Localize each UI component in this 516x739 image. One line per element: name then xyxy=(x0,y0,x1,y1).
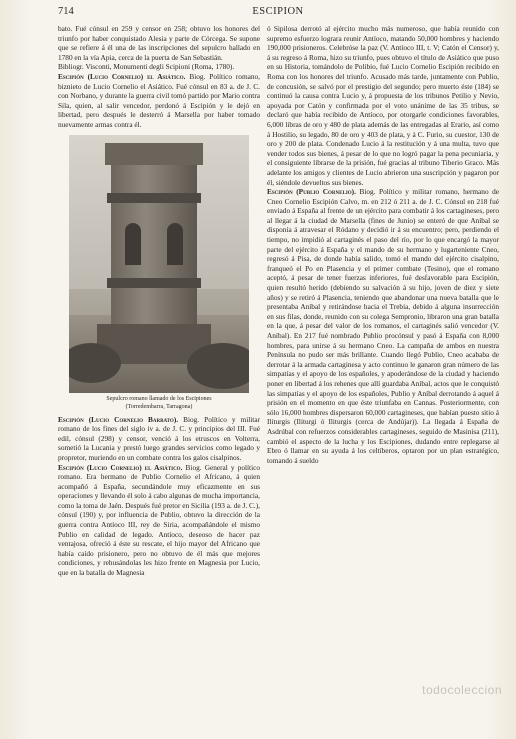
left-column xyxy=(58,24,260,704)
right-column xyxy=(267,24,499,704)
entry-text: bato. Fué cónsul en 259 y censor en 258; obtuvo los honores del triunfo por haber conquistado Alesia y parte de Córcega. Se supone que se refiere á él una de las inscripciones del sepulcro hallado en 1780 en la vía Apia, cerca de la puerta de San Sebastián. xyxy=(58,24,260,62)
bibliography-text: Bibliogr. Visconti, Monumenti degli Scipioni (Roma, 1780). xyxy=(58,62,235,72)
entry-paragraph xyxy=(58,72,260,130)
tomb-photograph xyxy=(69,135,249,393)
entry-heading: Escipión (Lucio Cornelio) el Asiático. xyxy=(58,462,183,472)
watermark: todocoleccion xyxy=(422,683,502,697)
entry-text: Biog. Político y militar romano, hermano de Cneo Cornelio Escipión Calvo, m. en 212 ó 211 a. de J. C. Cónsul en 218 fué enviado á España al frente de un ejército para combatir á los cartagineses, pero al llegar á la ciudad de Marsella (fines de Junio) se enteró de que Aníbal se disponía á atravesar el Ródano y decidió ir á su encuentro; pero, perdiendo el tiempo, no impidió al cartaginés el paso del río, por lo que encargó la mayor parte del ejército á España y el mando de su hermano y lugarteniente Cneo, regresó á Pisa, de donde había salido, tomó el mando del ejército cisalpino, franqueó el Po en Plasencia y el primer combate (Tesino), que el romano aceptó, á pesar de tener fuerzas inferiores, fué desfavorable para Escipión, quien resultó herido (debiendo su salvación á su hijo, joven de diez y siete años) y se retiró á Plasencia, teniendo que abandonar una nueva batalla que le presentaba Aníbal y retirándose hacia el Trebia, debido á alguna insurrección en sus filas, donde, reunido con su colega Sempronio, libraron una gran batalla en la que, á pesar del valor de los romanos, el cartaginés salió vencedor (V. Aníbal). En 217 fué nombrado Publio procónsul y pasó á España con 8,000 hombres, para unirse á su hermano Cneo. La campaña de ambos en nuestra Península no pudo ser más brillante. Cuando llegó Publio, Cneo acababa de derrotar á la armada cartaginesa y acto continuo le ganaron gran número de las simpatías y el apoyo de los españoles, y apoderándose de la ciudad y haciendo poner en libertad á los rehenes que allí guardaba Aníbal, actos que le conquistó las simpatías y el apoyo de los españoles, Publio y Aníbal derrotando á aquel á prisión en el momento en que éste triunfaba en Cannas. Posteriormente, con sólo 16,000 hombres dispersaron 60,000 cartagineses, que habían puesto sitio á Iliturgis (Iliturgi ó Iliturgis (cerca de Andújar)). La llegada á España de Asdrúbal con refuerzos considerables cartagineses, seguido de Masinisa (211), cambió el aspecto de la lucha y los Escipiones, dudando entre replegarse al Ebro ó llamar en su ayuda á los celtíberos, optaron por un plan estratégico, tomando á sueldo xyxy=(267,187,499,465)
entry-text: Biog. Político y militar romano de los fines del siglo iv a. de J. C. y principios del III. Fué edil, cónsul (298) y censor, venció á los etruscos en Volterra, sometió la Lucania y prestó luego grandes servicios como legado y propretor, muriendo en un combate contra los galos cisalpinos. xyxy=(58,414,260,462)
entry-text: ó Sipilosa derrotó al ejército mucho más numeroso, que había reunido con supremo esfuerzo lograra reunir Antíoco, matando 50,000 hombres y haciendo 190,000 prisioneros. Celebróse la paz (V. Antíoco III, t. V; Catón el Censor) y, á su regreso á Roma, hizo su triunfo, pues obtuvo el título de Asiático que puso en su Historia, tomándolo de Polibio, fué Lucio Cornelio Escipión recibido en Roma con los honores del triunfo. Acusado más tarde, juntamente con Publio, de concusión, se salvó por el prestigio del segundo; pero muerto éste (184) se continuó la causa contra Lucio y, á propuesta de los tribunos Petilio y Nevio, apoyada por Catón y confirmada por el voto unánime de las 35 tribus, se declaró que había recibido de Antíoco, por otorgarle condiciones favorables, 6,000 libras de oro y 480 de plata además de las entregadas al Erario, así como á Hostilio, su legado, 80 de oro y 403 de plata, y á C. Furio, su cuestor, 130 de oro y 200 de plata. Condenado Lucio á la restitución y á una multa, tuvo que vender todos sus bienes, á pesar de lo que no logró pagar la pena pecuniaria, y el consiguiente librarse de la prisión, fué gracias al tribuno Tiberio Graco. Más adelante los amigos y clientes de Lucio abrieron una suscripción y pagaron por él, siéndole devueltos sus bienes. xyxy=(267,24,499,187)
figure-caption xyxy=(58,395,260,411)
entry-heading: Escipión (Lucio Cornelio Barbato). xyxy=(58,414,179,424)
caption-line: (Torredembarra, Tarragona) xyxy=(125,403,193,410)
entry-heading: Escipión (Publio Cornelio). xyxy=(267,187,356,197)
entry-text: Biog. Político romano, biznieto de Lucio Cornelio el Asiático. Fué cónsul en 83 a. de J. C. con Norbano, y durante la guerra civil tomó partido por Mario contra Sila, quien, al salir vencedor, perdonó á Escipión y le dejó en libertad, pero después le desterró á Marsella por haber tomado nuevamente armas contra él. xyxy=(58,71,260,129)
entry-paragraph xyxy=(58,415,260,463)
caption-line: Sepulcro romano llamado de los Escipiones xyxy=(106,395,212,402)
page-header xyxy=(58,6,498,20)
tower-illustration xyxy=(111,153,197,358)
entry-heading: Escipión (Lucio Cornelio) el Asiático. xyxy=(58,71,186,81)
running-title: ESCIPION xyxy=(252,6,304,17)
page-number: 714 xyxy=(58,6,74,17)
entry-text: Biog. General y político romano. Era hermano de Publio Cornelio el Africano, á quien acompañó á España, secundándole muy eficazmente en sus operaciones y llevando él solo á cabo algunas de mucha importancia, como la toma de Jaén. Después fué pretor en Sicilia (193 a. de J. C.), cónsul (190) y, por influencia de Publio, obtuvo la dirección de la guerra contra Antíoco III, rey de Siria, acompañándole el mismo Publio en calidad de legado. Antíoco, deseoso de hacer paz ventajosa, ofreció á éste su rescate, el hijo mayor del Africano que había caído prisionero, pero no obtuvo de él más que mejores condiciones, y rehusándolas les hizo frente en Magnesia por Lucio, que en la batalla de Magnesia xyxy=(58,462,260,578)
entry-paragraph xyxy=(58,463,260,578)
entry-paragraph xyxy=(267,187,499,465)
figure xyxy=(58,135,260,411)
